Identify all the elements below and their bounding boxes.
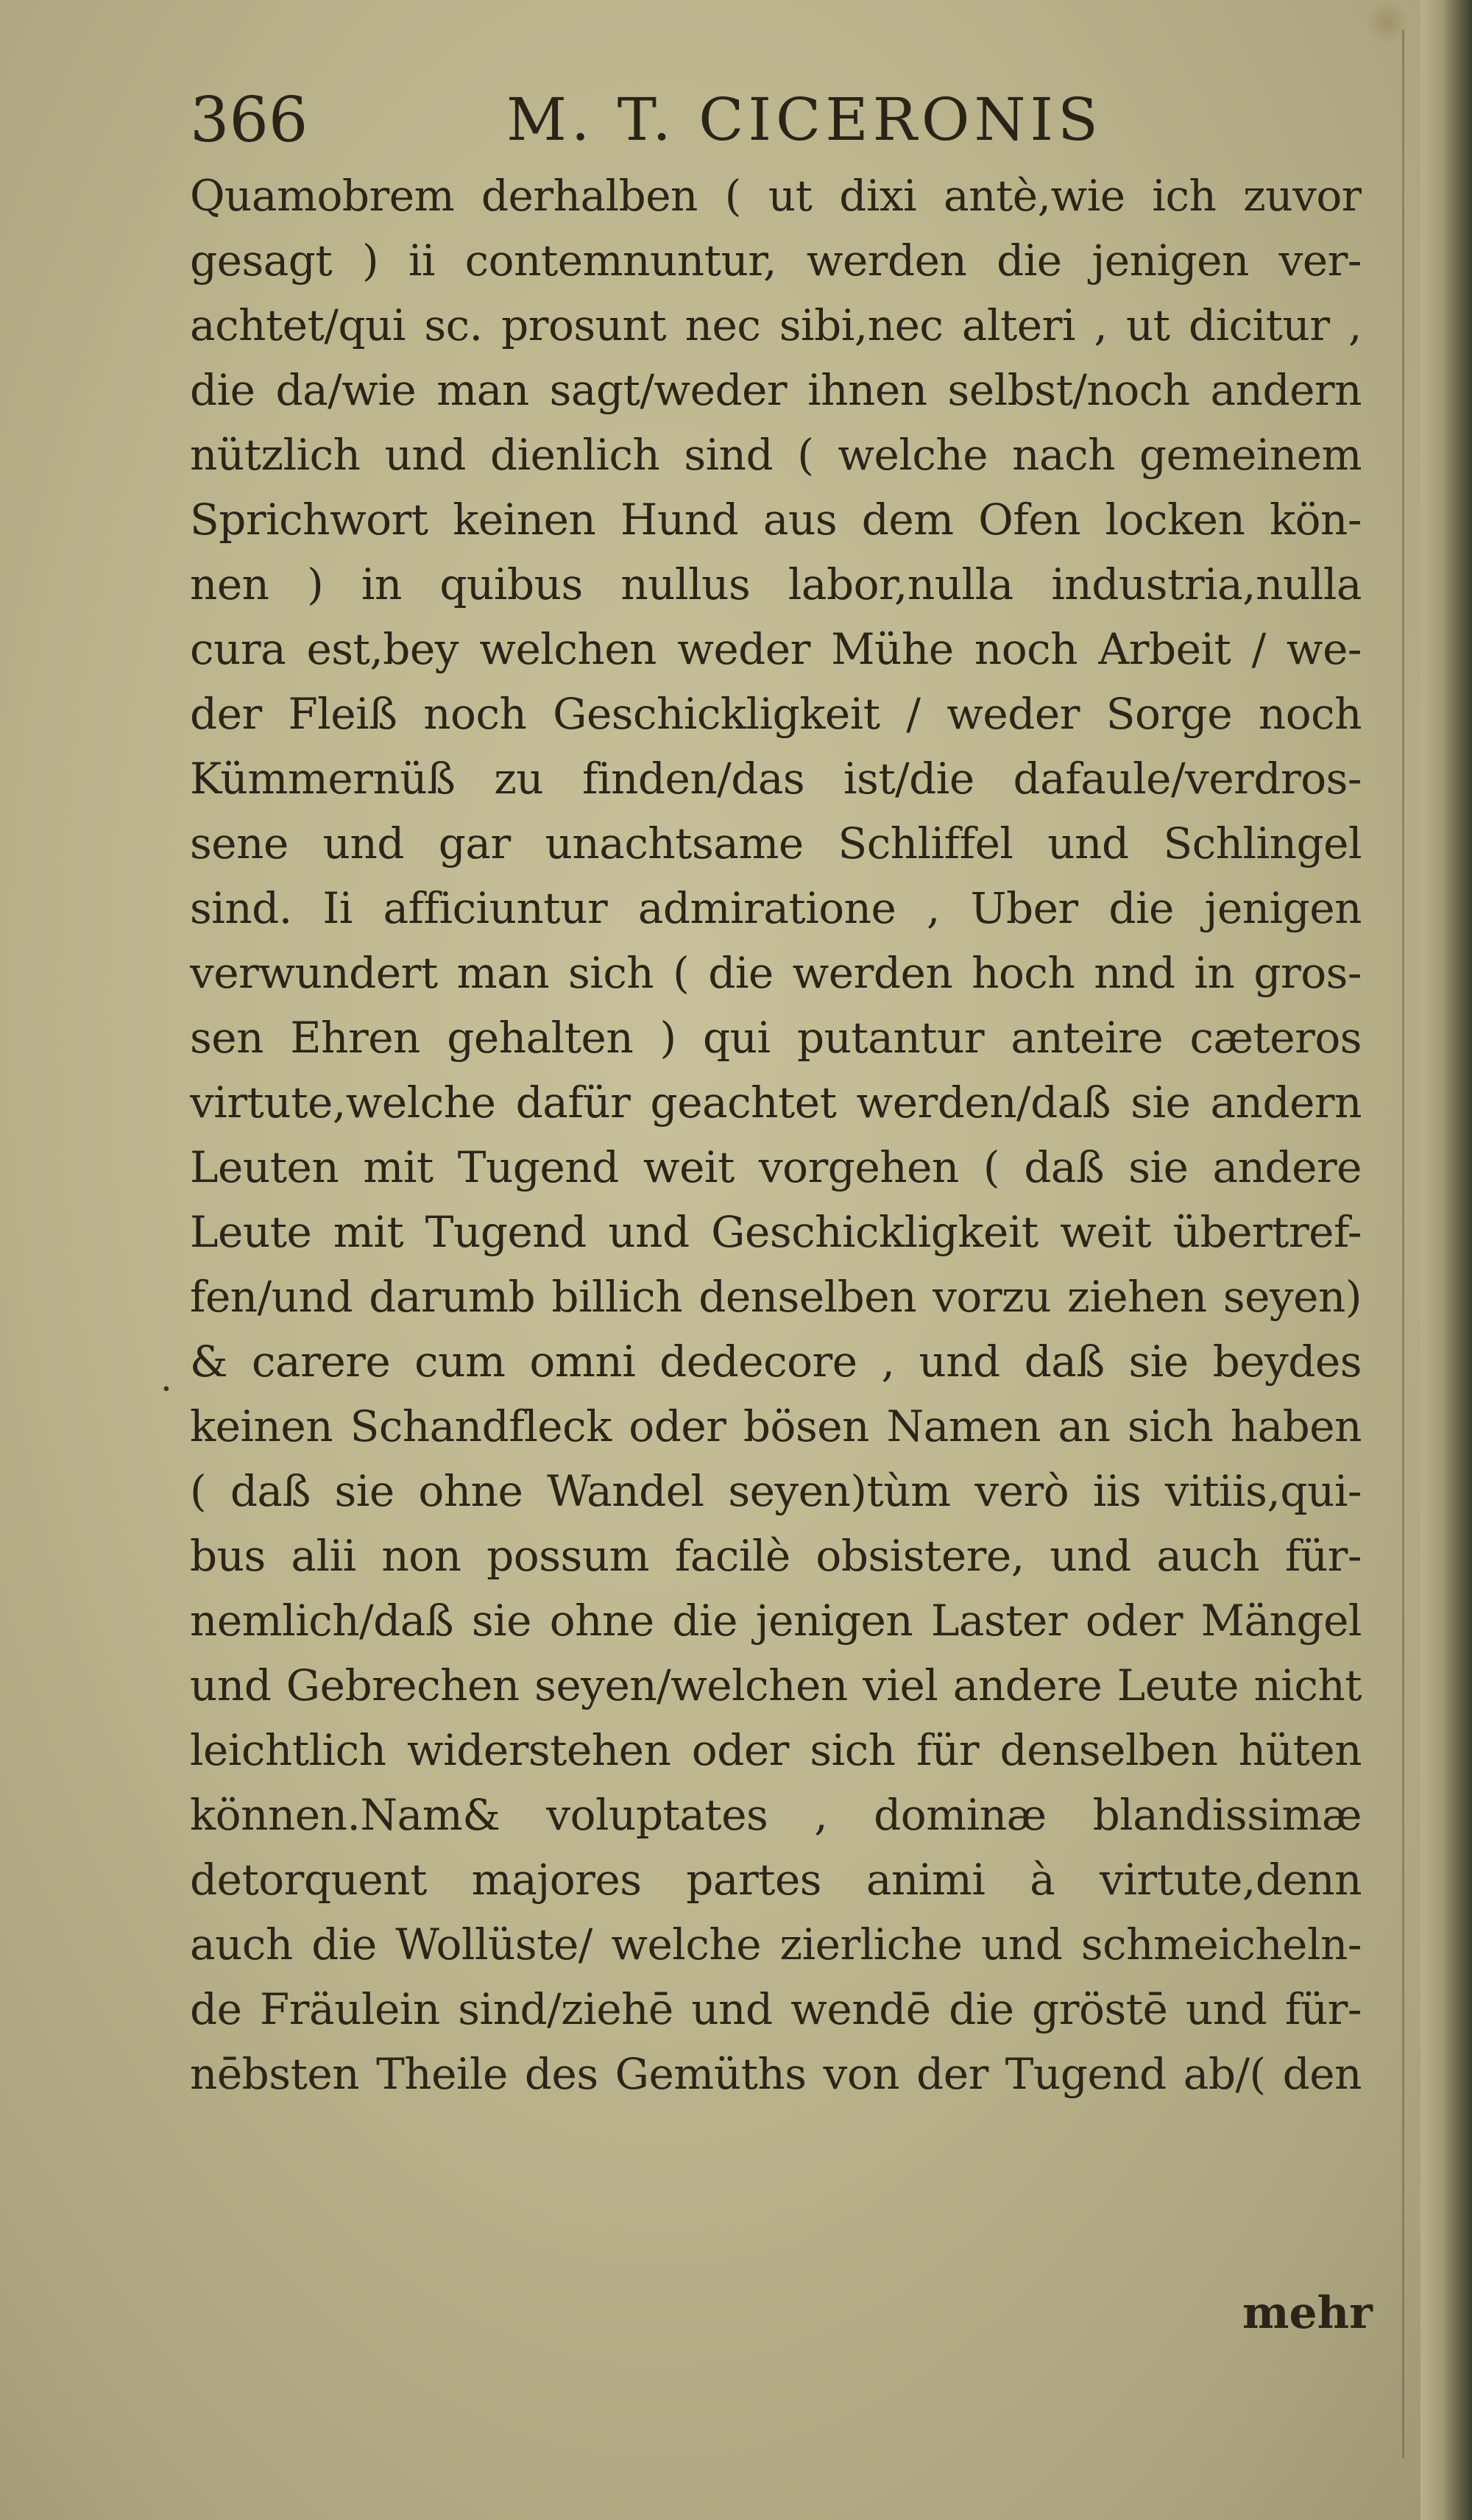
text-line: gesagt ) ii contemnuntur, werden die jenigen ver-: [190, 236, 1362, 286]
text-line: ( daß sie ohne Wandel seyen)tùm verò iis vitiis,qui-: [190, 1466, 1362, 1516]
margin-mark: ·: [160, 1367, 172, 1410]
text-line: auch die Wollüste/ welche zierliche und schmeicheln-: [190, 1919, 1362, 1969]
text-line: sind. Ii afficiuntur admiratione , Uber die jenigen: [190, 883, 1362, 933]
page-edge: [1420, 0, 1472, 2520]
text-line: nemlich/daß sie ohne die jenigen Laster oder Mängel: [190, 1596, 1362, 1646]
running-title: M. T. CICERONIS: [506, 85, 1103, 154]
text-line: leichtlich widerstehen oder sich für denselben hüten: [190, 1725, 1362, 1775]
page-number: 366: [190, 84, 308, 156]
text-line: nen ) in quibus nullus labor,nulla industria,nulla: [190, 559, 1362, 609]
text-line: der Fleiß noch Geschickligkeit / weder Sorge noch: [190, 689, 1362, 739]
text-line: virtute,welche dafür geachtet werden/daß sie andern: [190, 1077, 1362, 1128]
text-line: keinen Schandfleck oder bösen Namen an sich haben: [190, 1401, 1362, 1451]
text-line: Leuten mit Tugend weit vorgehen ( daß sie andere: [190, 1142, 1362, 1192]
text-line: nēbsten Theile des Gemüths von der Tugend ab/( den: [190, 2049, 1362, 2099]
text-line: Sprichwort keinen Hund aus dem Ofen locken kön-: [190, 495, 1362, 545]
text-line: Quamobrem derhalben ( ut dixi antè,wie ich zuvor: [190, 171, 1362, 221]
text-line: bus alii non possum facilè obsistere, und auch für-: [190, 1531, 1362, 1581]
text-line: Kümmernüß zu finden/das ist/die dafaule/verdros-: [190, 754, 1362, 804]
text-line: nützlich und dienlich sind ( welche nach gemeinem: [190, 430, 1362, 480]
text-line: sen Ehren gehalten ) qui putantur anteire cæteros: [190, 1013, 1362, 1063]
text-line: de Fräulein sind/ziehē und wendē die gröstē und für-: [190, 1984, 1362, 2034]
catchword: mehr: [1242, 2287, 1373, 2339]
body-text: [190, 163, 1362, 2106]
text-line: sene und gar unachtsame Schliffel und Schlingel: [190, 818, 1362, 868]
text-line: detorquent majores partes animi à virtute,denn: [190, 1855, 1362, 1905]
text-line: Leute mit Tugend und Geschickligkeit weit übertref-: [190, 1207, 1362, 1257]
text-line: cura est,bey welchen weder Mühe noch Arbeit / we-: [190, 624, 1362, 674]
page-fold-shadow: [1402, 29, 1404, 2458]
text-line: & carere cum omni dedecore , und daß sie beydes: [190, 1337, 1362, 1387]
text-line: achtet/qui sc. prosunt nec sibi,nec alteri , ut dicitur ,: [190, 300, 1362, 350]
text-line: die da/wie man sagt/weder ihnen selbst/noch andern: [190, 365, 1362, 415]
text-line: können.Nam& voluptates , dominæ blandissimæ: [190, 1790, 1362, 1840]
page-header: [190, 79, 1323, 160]
text-line: fen/und darumb billich denselben vorzu ziehen seyen): [190, 1272, 1362, 1322]
text-line: verwundert man sich ( die werden hoch nnd in gros-: [190, 948, 1362, 998]
text-line: und Gebrechen seyen/welchen viel andere Leute nicht: [190, 1660, 1362, 1710]
